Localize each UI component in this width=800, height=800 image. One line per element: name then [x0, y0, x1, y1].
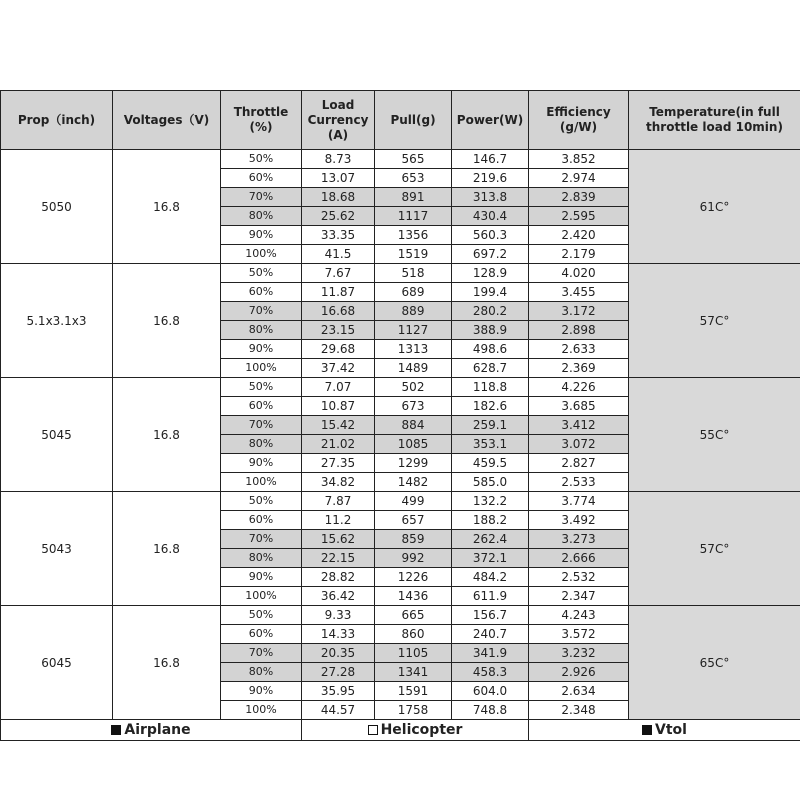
efficiency-cell: 3.774: [529, 492, 629, 511]
pull-cell: 689: [375, 283, 452, 302]
current-cell: 7.87: [302, 492, 375, 511]
current-cell: 28.82: [302, 568, 375, 587]
power-cell: 484.2: [452, 568, 529, 587]
power-cell: 313.8: [452, 188, 529, 207]
throttle-cell: 80%: [221, 207, 302, 226]
power-cell: 259.1: [452, 416, 529, 435]
current-cell: 44.57: [302, 701, 375, 720]
table-row: [1, 264, 800, 283]
pull-cell: 1356: [375, 226, 452, 245]
power-cell: 353.1: [452, 435, 529, 454]
throttle-cell: 100%: [221, 587, 302, 606]
pull-cell: 1436: [375, 587, 452, 606]
current-cell: 34.82: [302, 473, 375, 492]
power-cell: 156.7: [452, 606, 529, 625]
current-cell: 11.87: [302, 283, 375, 302]
power-cell: 560.3: [452, 226, 529, 245]
throttle-cell: 100%: [221, 473, 302, 492]
pull-cell: 1226: [375, 568, 452, 587]
table-row: [1, 492, 800, 511]
footer-helicopter: [302, 720, 529, 741]
power-cell: 604.0: [452, 682, 529, 701]
prop-cell: 5.1x3.1x3: [1, 264, 113, 378]
power-cell: 458.3: [452, 663, 529, 682]
efficiency-cell: 2.634: [529, 682, 629, 701]
pull-cell: 657: [375, 511, 452, 530]
airplane-label: Airplane: [124, 722, 191, 738]
pull-cell: 673: [375, 397, 452, 416]
efficiency-cell: 2.179: [529, 245, 629, 264]
efficiency-cell: 4.226: [529, 378, 629, 397]
current-cell: 15.62: [302, 530, 375, 549]
throttle-cell: 50%: [221, 264, 302, 283]
pull-cell: 891: [375, 188, 452, 207]
current-cell: 9.33: [302, 606, 375, 625]
efficiency-cell: 2.898: [529, 321, 629, 340]
throttle-cell: 100%: [221, 701, 302, 720]
efficiency-cell: 3.232: [529, 644, 629, 663]
pull-cell: 502: [375, 378, 452, 397]
efficiency-cell: 4.020: [529, 264, 629, 283]
pull-cell: 1489: [375, 359, 452, 378]
prop-cell: 5045: [1, 378, 113, 492]
throttle-cell: 50%: [221, 150, 302, 169]
throttle-cell: 90%: [221, 340, 302, 359]
temperature-cell: 57C°: [629, 492, 800, 606]
throttle-cell: 80%: [221, 663, 302, 682]
motor-spec-table: [0, 90, 800, 741]
filled-square-icon: [642, 725, 652, 735]
header-pull: Pull(g): [375, 91, 452, 150]
efficiency-cell: 2.839: [529, 188, 629, 207]
current-cell: 15.42: [302, 416, 375, 435]
footer-row: [1, 720, 800, 741]
current-cell: 11.2: [302, 511, 375, 530]
footer-airplane: [1, 720, 302, 741]
pull-cell: 1105: [375, 644, 452, 663]
voltage-cell: 16.8: [113, 264, 221, 378]
efficiency-cell: 3.455: [529, 283, 629, 302]
throttle-cell: 100%: [221, 359, 302, 378]
current-cell: 21.02: [302, 435, 375, 454]
temperature-cell: 57C°: [629, 264, 800, 378]
throttle-cell: 90%: [221, 226, 302, 245]
pull-cell: 1085: [375, 435, 452, 454]
throttle-cell: 50%: [221, 606, 302, 625]
pull-cell: 1341: [375, 663, 452, 682]
efficiency-cell: 2.633: [529, 340, 629, 359]
header-load-current: Load Currency (A): [302, 91, 375, 150]
prop-cell: 5050: [1, 150, 113, 264]
pull-cell: 1758: [375, 701, 452, 720]
efficiency-cell: 3.072: [529, 435, 629, 454]
table-row: [1, 606, 800, 625]
throttle-cell: 60%: [221, 283, 302, 302]
voltage-cell: 16.8: [113, 606, 221, 720]
pull-cell: 665: [375, 606, 452, 625]
current-cell: 16.68: [302, 302, 375, 321]
efficiency-cell: 2.347: [529, 587, 629, 606]
current-cell: 8.73: [302, 150, 375, 169]
pull-cell: 889: [375, 302, 452, 321]
pull-cell: 1591: [375, 682, 452, 701]
efficiency-cell: 3.492: [529, 511, 629, 530]
current-cell: 20.35: [302, 644, 375, 663]
power-cell: 697.2: [452, 245, 529, 264]
power-cell: 146.7: [452, 150, 529, 169]
power-cell: 262.4: [452, 530, 529, 549]
pull-cell: 860: [375, 625, 452, 644]
pull-cell: 1117: [375, 207, 452, 226]
current-cell: 41.5: [302, 245, 375, 264]
pull-cell: 1313: [375, 340, 452, 359]
power-cell: 628.7: [452, 359, 529, 378]
header-efficiency: Efficiency (g/W): [529, 91, 629, 150]
power-cell: 280.2: [452, 302, 529, 321]
efficiency-cell: 3.172: [529, 302, 629, 321]
throttle-cell: 70%: [221, 416, 302, 435]
current-cell: 25.62: [302, 207, 375, 226]
throttle-cell: 50%: [221, 492, 302, 511]
pull-cell: 565: [375, 150, 452, 169]
filled-square-icon: [111, 725, 121, 735]
efficiency-cell: 3.273: [529, 530, 629, 549]
power-cell: 219.6: [452, 169, 529, 188]
current-cell: 35.95: [302, 682, 375, 701]
current-cell: 10.87: [302, 397, 375, 416]
header-prop: Prop（inch): [1, 91, 113, 150]
vtol-label: Vtol: [655, 722, 687, 738]
power-cell: 188.2: [452, 511, 529, 530]
power-cell: 611.9: [452, 587, 529, 606]
throttle-cell: 80%: [221, 321, 302, 340]
power-cell: 132.2: [452, 492, 529, 511]
table-row: [1, 378, 800, 397]
helicopter-label: Helicopter: [380, 722, 463, 738]
current-cell: 14.33: [302, 625, 375, 644]
throttle-cell: 60%: [221, 625, 302, 644]
efficiency-cell: 2.420: [529, 226, 629, 245]
current-cell: 13.07: [302, 169, 375, 188]
throttle-cell: 90%: [221, 682, 302, 701]
pull-cell: 1519: [375, 245, 452, 264]
efficiency-cell: 2.926: [529, 663, 629, 682]
current-cell: 36.42: [302, 587, 375, 606]
voltage-cell: 16.8: [113, 378, 221, 492]
current-cell: 23.15: [302, 321, 375, 340]
power-cell: 240.7: [452, 625, 529, 644]
prop-cell: 5043: [1, 492, 113, 606]
current-cell: 18.68: [302, 188, 375, 207]
throttle-cell: 70%: [221, 530, 302, 549]
temperature-cell: 55C°: [629, 378, 800, 492]
current-cell: 33.35: [302, 226, 375, 245]
efficiency-cell: 2.348: [529, 701, 629, 720]
footer-vtol: [529, 720, 800, 741]
pull-cell: 992: [375, 549, 452, 568]
current-cell: 7.07: [302, 378, 375, 397]
current-cell: 22.15: [302, 549, 375, 568]
power-cell: 430.4: [452, 207, 529, 226]
header-temperature: Temperature(in full throttle load 10min): [629, 91, 800, 150]
table-row: [1, 150, 800, 169]
throttle-cell: 80%: [221, 549, 302, 568]
efficiency-cell: 3.852: [529, 150, 629, 169]
throttle-cell: 70%: [221, 302, 302, 321]
power-cell: 199.4: [452, 283, 529, 302]
temperature-cell: 65C°: [629, 606, 800, 720]
current-cell: 7.67: [302, 264, 375, 283]
power-cell: 182.6: [452, 397, 529, 416]
current-cell: 37.42: [302, 359, 375, 378]
throttle-cell: 60%: [221, 169, 302, 188]
voltage-cell: 16.8: [113, 150, 221, 264]
pull-cell: 653: [375, 169, 452, 188]
throttle-cell: 90%: [221, 454, 302, 473]
power-cell: 459.5: [452, 454, 529, 473]
efficiency-cell: 3.412: [529, 416, 629, 435]
efficiency-cell: 2.827: [529, 454, 629, 473]
power-cell: 128.9: [452, 264, 529, 283]
throttle-cell: 90%: [221, 568, 302, 587]
header-throttle: Throttle (%): [221, 91, 302, 150]
throttle-cell: 70%: [221, 188, 302, 207]
efficiency-cell: 2.532: [529, 568, 629, 587]
efficiency-cell: 4.243: [529, 606, 629, 625]
current-cell: 27.35: [302, 454, 375, 473]
header-row: [1, 91, 800, 150]
pull-cell: 1299: [375, 454, 452, 473]
pull-cell: 518: [375, 264, 452, 283]
prop-cell: 6045: [1, 606, 113, 720]
current-cell: 27.28: [302, 663, 375, 682]
efficiency-cell: 2.369: [529, 359, 629, 378]
pull-cell: 1482: [375, 473, 452, 492]
pull-cell: 884: [375, 416, 452, 435]
pull-cell: 1127: [375, 321, 452, 340]
efficiency-cell: 2.533: [529, 473, 629, 492]
voltage-cell: 16.8: [113, 492, 221, 606]
throttle-cell: 60%: [221, 397, 302, 416]
power-cell: 118.8: [452, 378, 529, 397]
table-body: [1, 150, 800, 720]
throttle-cell: 100%: [221, 245, 302, 264]
efficiency-cell: 3.685: [529, 397, 629, 416]
throttle-cell: 60%: [221, 511, 302, 530]
throttle-cell: 50%: [221, 378, 302, 397]
efficiency-cell: 2.974: [529, 169, 629, 188]
throttle-cell: 80%: [221, 435, 302, 454]
throttle-cell: 70%: [221, 644, 302, 663]
temperature-cell: 61C°: [629, 150, 800, 264]
header-power: Power(W): [452, 91, 529, 150]
current-cell: 29.68: [302, 340, 375, 359]
power-cell: 498.6: [452, 340, 529, 359]
efficiency-cell: 2.666: [529, 549, 629, 568]
empty-square-icon: [368, 725, 378, 735]
power-cell: 748.8: [452, 701, 529, 720]
pull-cell: 859: [375, 530, 452, 549]
efficiency-cell: 3.572: [529, 625, 629, 644]
power-cell: 372.1: [452, 549, 529, 568]
pull-cell: 499: [375, 492, 452, 511]
efficiency-cell: 2.595: [529, 207, 629, 226]
power-cell: 341.9: [452, 644, 529, 663]
power-cell: 585.0: [452, 473, 529, 492]
power-cell: 388.9: [452, 321, 529, 340]
header-voltages: Voltages（V): [113, 91, 221, 150]
